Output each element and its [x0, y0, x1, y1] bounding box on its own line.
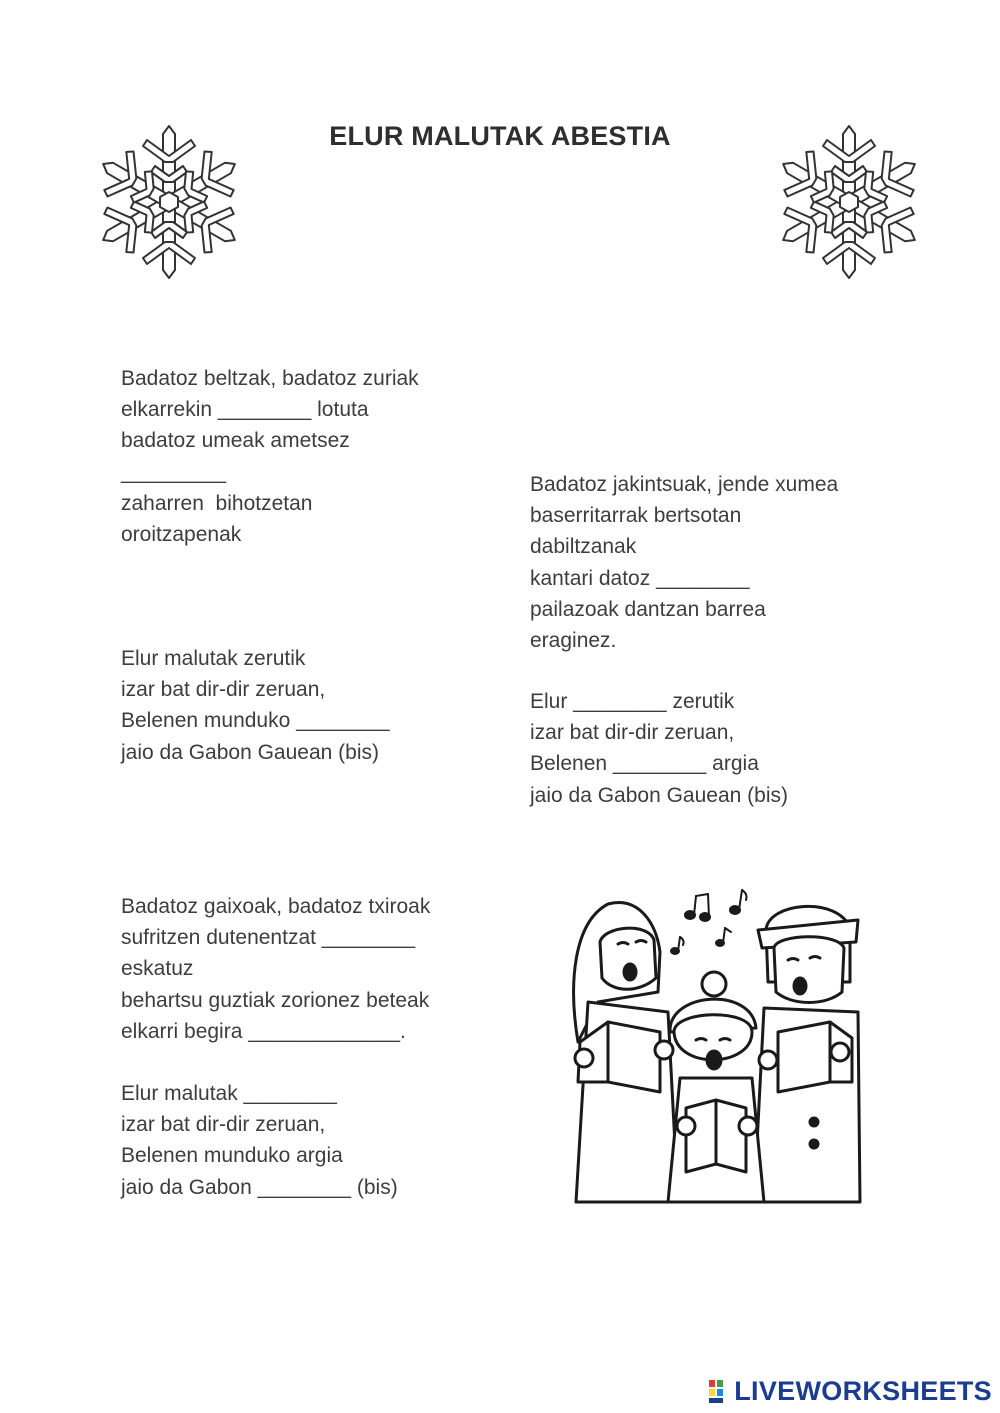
lyric-line: jaio da Gabon ________ (bis)	[121, 1175, 398, 1199]
lyric-line: badatoz umeak ametsez	[121, 429, 350, 453]
lyric-line: izar bat dir-dir zeruan,	[121, 1113, 326, 1137]
lyric-line: behartsu guztiak zorionez beteak	[121, 988, 430, 1012]
lyric-line: Elur ________ zerutik	[530, 690, 735, 713]
lyric-line: zaharren bihotzetan	[121, 491, 313, 515]
lyric-line: baserritarrak bertsotan	[530, 504, 742, 528]
stanza-3	[121, 643, 390, 768]
lyric-line: izar bat dir-dir zeruan,	[121, 678, 326, 702]
lyric-line: pailazoak dantzan barrea	[530, 597, 766, 621]
lyric-line: Badatoz gaixoak, badatoz txiroak	[121, 895, 431, 918]
stanza-5	[121, 891, 430, 1047]
lyric-line: dabiltzanak	[530, 535, 637, 559]
lyric-line: Belenen munduko ________	[121, 709, 390, 733]
stanza-6	[121, 1078, 398, 1203]
lyric-line: izar bat dir-dir zeruan,	[530, 721, 735, 745]
lyric-line: jaio da Gabon Gauean (bis)	[530, 783, 788, 807]
carolers-illustration	[568, 882, 868, 1212]
stanza-4	[530, 686, 788, 811]
lyric-line: sufritzen dutenentzat ________	[121, 926, 416, 950]
lyric-line: kantari datoz ________	[530, 566, 750, 590]
snowflake-icon	[97, 120, 241, 284]
lyric-line: _________	[121, 460, 227, 484]
liveworksheets-logo-icon	[709, 1380, 731, 1404]
lyric-line: jaio da Gabon Gauean (bis)	[121, 740, 379, 764]
snowflake-icon	[777, 120, 921, 284]
lyric-line: eskatuz	[121, 957, 194, 981]
lyric-line: Elur malutak ________	[121, 1082, 337, 1105]
lyric-line: elkarrekin ________ lotuta	[121, 398, 369, 422]
stanza-2	[530, 469, 838, 656]
lyric-line: Belenen ________ argia	[530, 752, 759, 776]
lyric-line: oroitzapenak	[121, 522, 242, 546]
lyric-line: Belenen munduko argia	[121, 1144, 343, 1168]
page-title: ELUR MALUTAK ABESTIA	[329, 121, 671, 151]
lyric-line: Elur malutak zerutik	[121, 647, 306, 670]
brand-footer	[709, 1376, 992, 1407]
brand-name: LIVEWORKSHEETS	[734, 1376, 992, 1406]
lyric-line: Badatoz beltzak, badatoz zuriak	[121, 367, 419, 390]
lyric-line: Badatoz jakintsuak, jende xumea	[530, 473, 839, 496]
music-notes-icon	[671, 890, 747, 954]
lyric-line: elkarri begira _____________.	[121, 1019, 406, 1043]
lyric-line: eraginez.	[530, 628, 617, 652]
stanza-1	[121, 363, 419, 550]
